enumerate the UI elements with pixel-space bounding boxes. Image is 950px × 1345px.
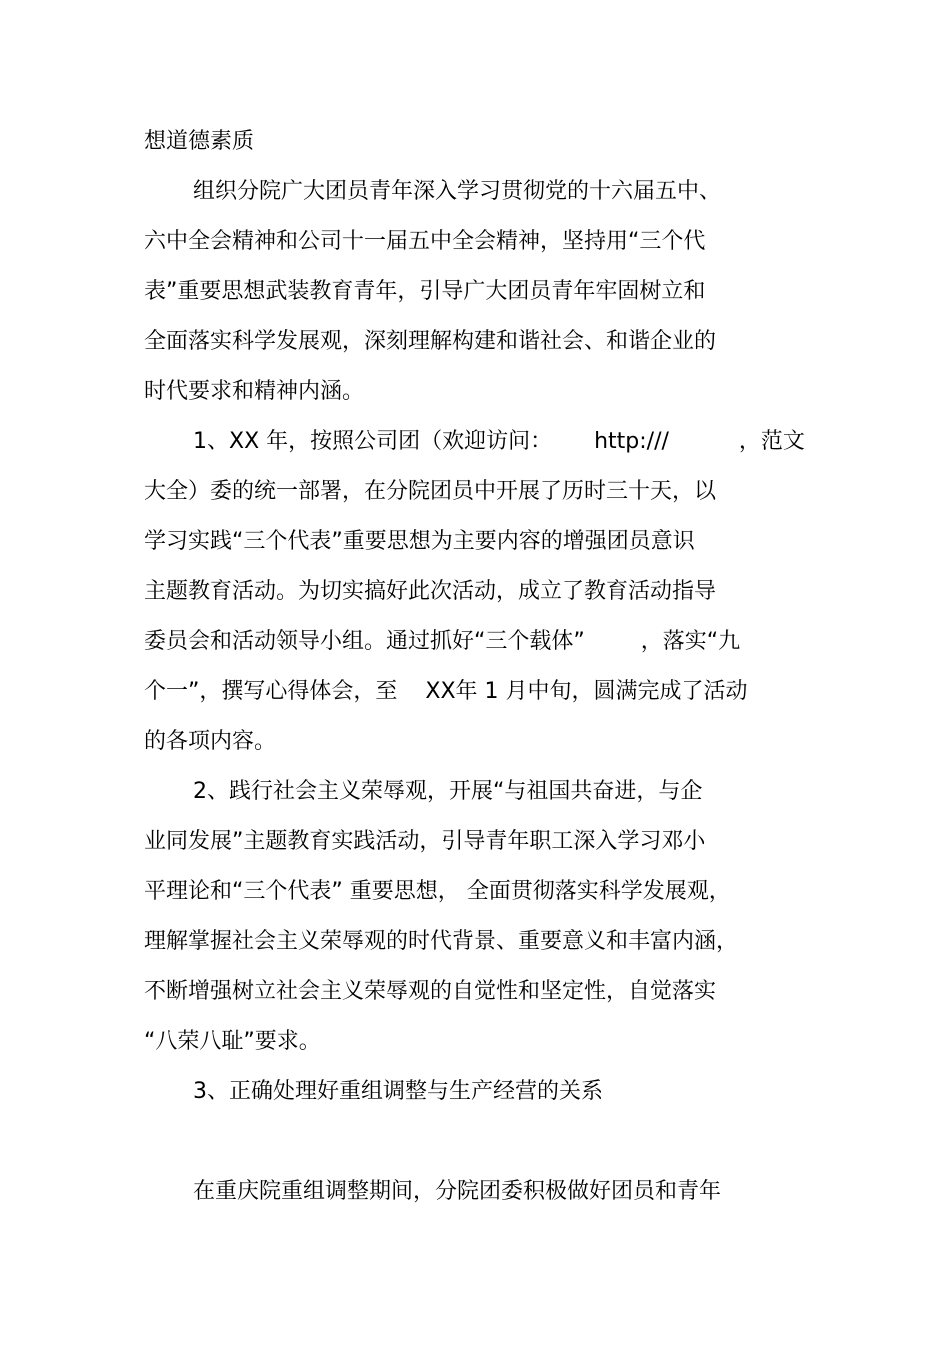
text-line: 组织分院广大团员青年深入学习贯彻党的十六届五中、 bbox=[193, 179, 722, 204]
text-line: 1、XX 年，按照公司团（欢迎访问： http:/// ，范文 bbox=[193, 429, 805, 454]
text-line: 全面落实科学发展观，深刻理解构建和谐社会、和谐企业的 bbox=[144, 329, 717, 354]
text-line: 业同发展”主题教育实践活动，引导青年职工深入学习邓小 bbox=[144, 829, 706, 854]
text-line: 学习实践“三个代表”重要思想为主要内容的增强团员意识 bbox=[144, 529, 695, 554]
text-line: 表”重要思想武装教育青年，引导广大团员青年牢固树立和 bbox=[144, 279, 706, 304]
text-line: 3、正确处理好重组调整与生产经营的关系 bbox=[193, 1079, 603, 1104]
text-line: 主题教育活动。为切实搞好此次活动，成立了教育活动指导 bbox=[144, 579, 717, 604]
text-line: 想道德素质 bbox=[144, 129, 255, 154]
text-line: 平理论和“三个代表” 重要思想， 全面贯彻落实科学发展观， bbox=[144, 879, 731, 904]
text-line: 2、践行社会主义荣辱观，开展“与祖国共奋进，与企 bbox=[193, 779, 703, 804]
text-line: 时代要求和精神内涵。 bbox=[144, 379, 365, 404]
text-line: 大全）委的统一部署，在分院团员中开展了历时三十天，以 bbox=[144, 479, 717, 504]
text-line: 委员会和活动领导小组。通过抓好“三个载体” ，落实“九 bbox=[144, 629, 741, 654]
text-line: 六中全会精神和公司十一届五中全会精神，坚持用“三个代 bbox=[144, 229, 706, 254]
text-line: 理解掌握社会主义荣辱观的时代背景、重要意义和丰富内涵， bbox=[144, 929, 739, 954]
text-line: 的各项内容。 bbox=[144, 729, 277, 754]
text-line: “八荣八耻”要求。 bbox=[144, 1029, 321, 1054]
text-line: 在重庆院重组调整期间，分院团委积极做好团员和青年 bbox=[193, 1179, 722, 1204]
text-line: 不断增强树立社会主义荣辱观的自觉性和坚定性，自觉落实 bbox=[144, 979, 717, 1004]
text-line: 个一”，撰写心得体会，至 XX年 1 月中旬，圆满完成了活动 bbox=[144, 679, 748, 704]
